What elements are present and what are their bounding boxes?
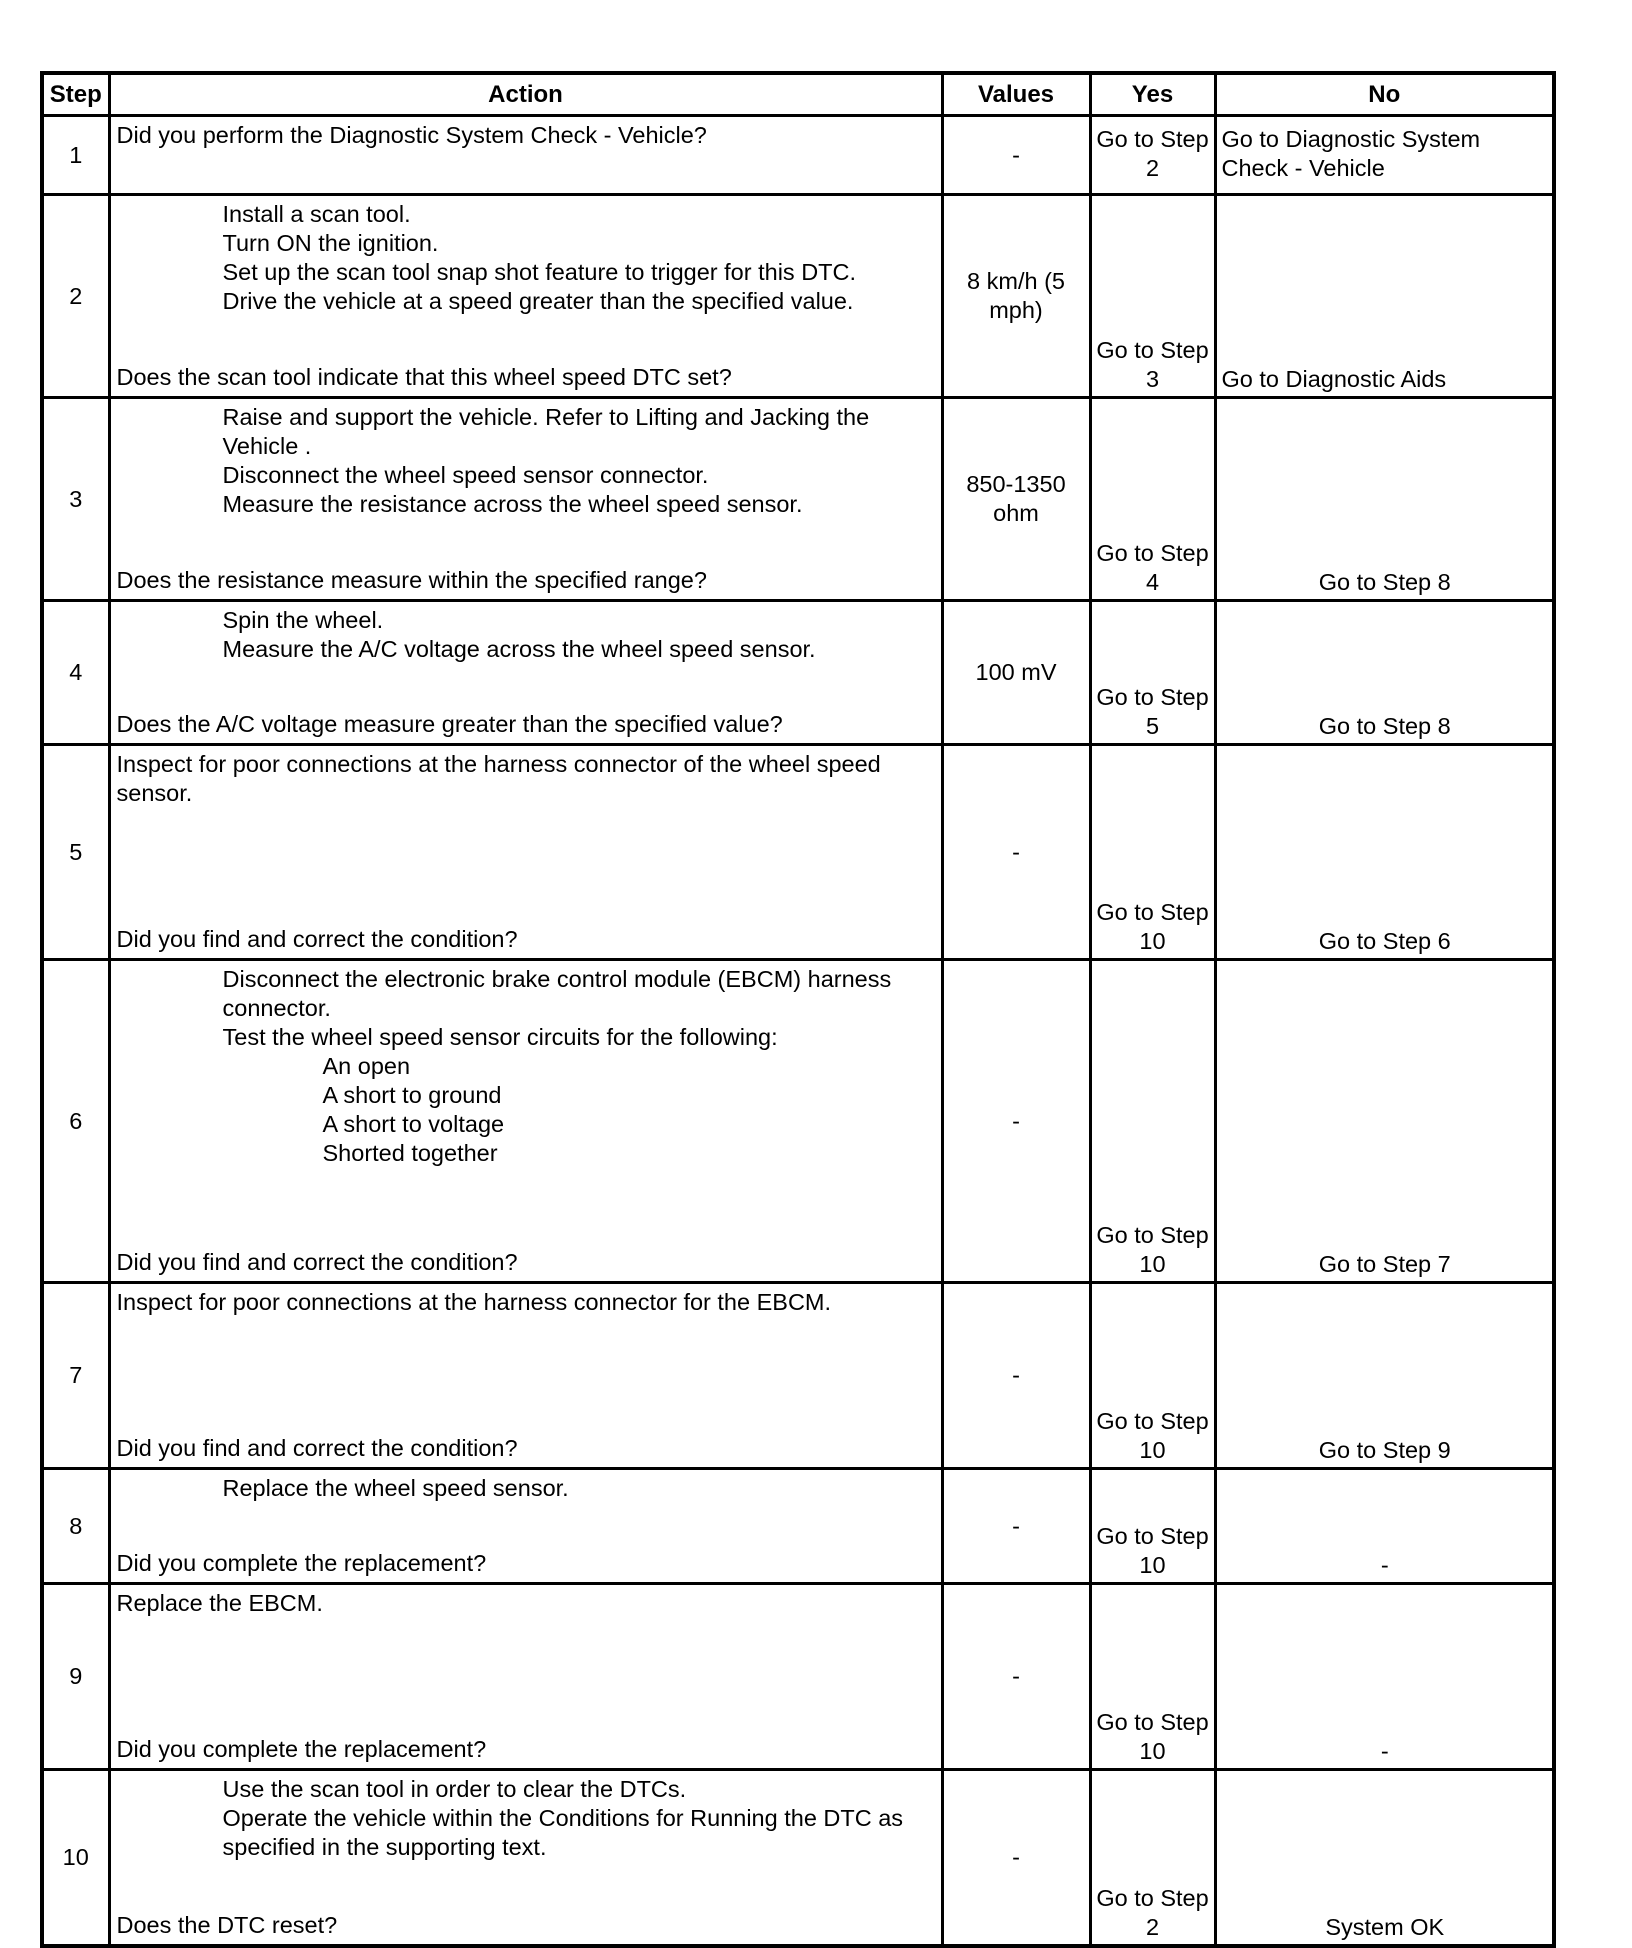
spec-value: - [942,745,1090,960]
step-number: 2 [42,195,109,398]
action-line: Operate the vehicle within the Conditions for Running the DTC as specified in the supporting text. [222,1805,904,1860]
table-row [42,398,1554,601]
yes-result: Go to Step 5 [1090,601,1215,745]
action-line: Inspect for poor connections at the harness connector for the EBCM. [116,1289,832,1315]
action-cell [109,1770,942,1947]
action-cell [109,116,942,195]
header-no: No [1215,73,1554,116]
step-number: 10 [42,1770,109,1947]
step-number: 4 [42,601,109,745]
table-row [42,1469,1554,1584]
step-number: 9 [42,1584,109,1770]
diagnostic-table [40,71,1556,1948]
step-number: 8 [42,1469,109,1584]
action-question: Does the DTC reset? [116,1912,338,1938]
action-line: Measure the A/C voltage across the wheel speed sensor. [222,636,816,662]
no-result: Go to Step 8 [1215,398,1554,601]
action-line: An open [322,1053,411,1079]
spec-value: - [942,1770,1090,1947]
step-number: 7 [42,1283,109,1469]
no-result: Go to Step 7 [1215,960,1554,1283]
action-cell [109,1283,942,1469]
action-line: Did you perform the Diagnostic System Check - Vehicle? [116,122,707,148]
header-row [42,73,1554,116]
action-question: Did you complete the replacement? [116,1736,487,1762]
yes-result: Go to Step 3 [1090,195,1215,398]
no-result: Go to Diagnostic System Check - Vehicle [1215,116,1554,195]
action-line: Turn ON the ignition. [222,230,439,256]
action-cell [109,195,942,398]
action-cell [109,960,942,1283]
no-result: - [1215,1469,1554,1584]
action-cell [109,398,942,601]
table-row [42,745,1554,960]
spec-value: 850-1350 ohm [942,398,1090,601]
header-values: Values [942,73,1090,116]
spec-value: - [942,1469,1090,1584]
action-question: Did you find and correct the condition? [116,1435,518,1461]
action-line: Test the wheel speed sensor circuits for the following: [222,1024,778,1050]
step-number: 1 [42,116,109,195]
action-line: Install a scan tool. [222,201,411,227]
no-result: Go to Step 6 [1215,745,1554,960]
action-line: Replace the EBCM. [116,1590,323,1616]
action-question: Does the scan tool indicate that this wheel speed DTC set? [116,364,732,390]
step-number: 6 [42,960,109,1283]
action-line: Disconnect the electronic brake control module (EBCM) harness connector. [222,966,892,1021]
yes-result: Go to Step 10 [1090,1283,1215,1469]
table-row [42,601,1554,745]
action-line: Spin the wheel. [222,607,384,633]
no-result: Go to Diagnostic Aids [1215,195,1554,398]
table-row [42,195,1554,398]
action-cell [109,1469,942,1584]
header-yes: Yes [1090,73,1215,116]
action-question: Did you find and correct the condition? [116,926,518,952]
action-line: A short to voltage [322,1111,505,1137]
action-question: Does the A/C voltage measure greater than the specified value? [116,711,783,737]
yes-result: Go to Step 10 [1090,1584,1215,1770]
yes-result: Go to Step 4 [1090,398,1215,601]
action-line: Replace the wheel speed sensor. [222,1475,569,1501]
table-row [42,1584,1554,1770]
spec-value: - [942,1584,1090,1770]
yes-result: Go to Step 10 [1090,745,1215,960]
action-question: Did you find and correct the condition? [116,1249,518,1275]
no-result: - [1215,1584,1554,1770]
no-result: System OK [1215,1770,1554,1947]
action-cell [109,745,942,960]
action-line: A short to ground [322,1082,502,1108]
action-line: Raise and support the vehicle. Refer to Lifting and Jacking the Vehicle . [222,404,870,459]
no-result: Go to Step 8 [1215,601,1554,745]
action-cell [109,1584,942,1770]
action-question: Does the resistance measure within the specified range? [116,567,707,593]
spec-value: 100 mV [942,601,1090,745]
yes-result: Go to Step 2 [1090,1770,1215,1947]
action-line: Disconnect the wheel speed sensor connector. [222,462,709,488]
header-action: Action [109,73,942,116]
step-number: 5 [42,745,109,960]
table-row [42,960,1554,1283]
action-line: Drive the vehicle at a speed greater than the specified value. [222,288,854,314]
action-question: Did you complete the replacement? [116,1550,487,1576]
action-line: Measure the resistance across the wheel speed sensor. [222,491,803,517]
header-step: Step [42,73,109,116]
action-line: Inspect for poor connections at the harness connector of the wheel speed sensor. [116,751,881,806]
spec-value: - [942,960,1090,1283]
no-result: Go to Step 9 [1215,1283,1554,1469]
yes-result: Go to Step 2 [1090,116,1215,195]
action-line: Shorted together [322,1140,498,1166]
step-number: 3 [42,398,109,601]
yes-result: Go to Step 10 [1090,960,1215,1283]
spec-value: - [942,1283,1090,1469]
spec-value: 8 km/h (5 mph) [942,195,1090,398]
action-line: Use the scan tool in order to clear the DTCs. [222,1776,687,1802]
action-line: Set up the scan tool snap shot feature to trigger for this DTC. [222,259,857,285]
action-cell [109,601,942,745]
yes-result: Go to Step 10 [1090,1469,1215,1584]
table-row [42,1770,1554,1947]
spec-value: - [942,116,1090,195]
table-row [42,1283,1554,1469]
table-row [42,116,1554,195]
